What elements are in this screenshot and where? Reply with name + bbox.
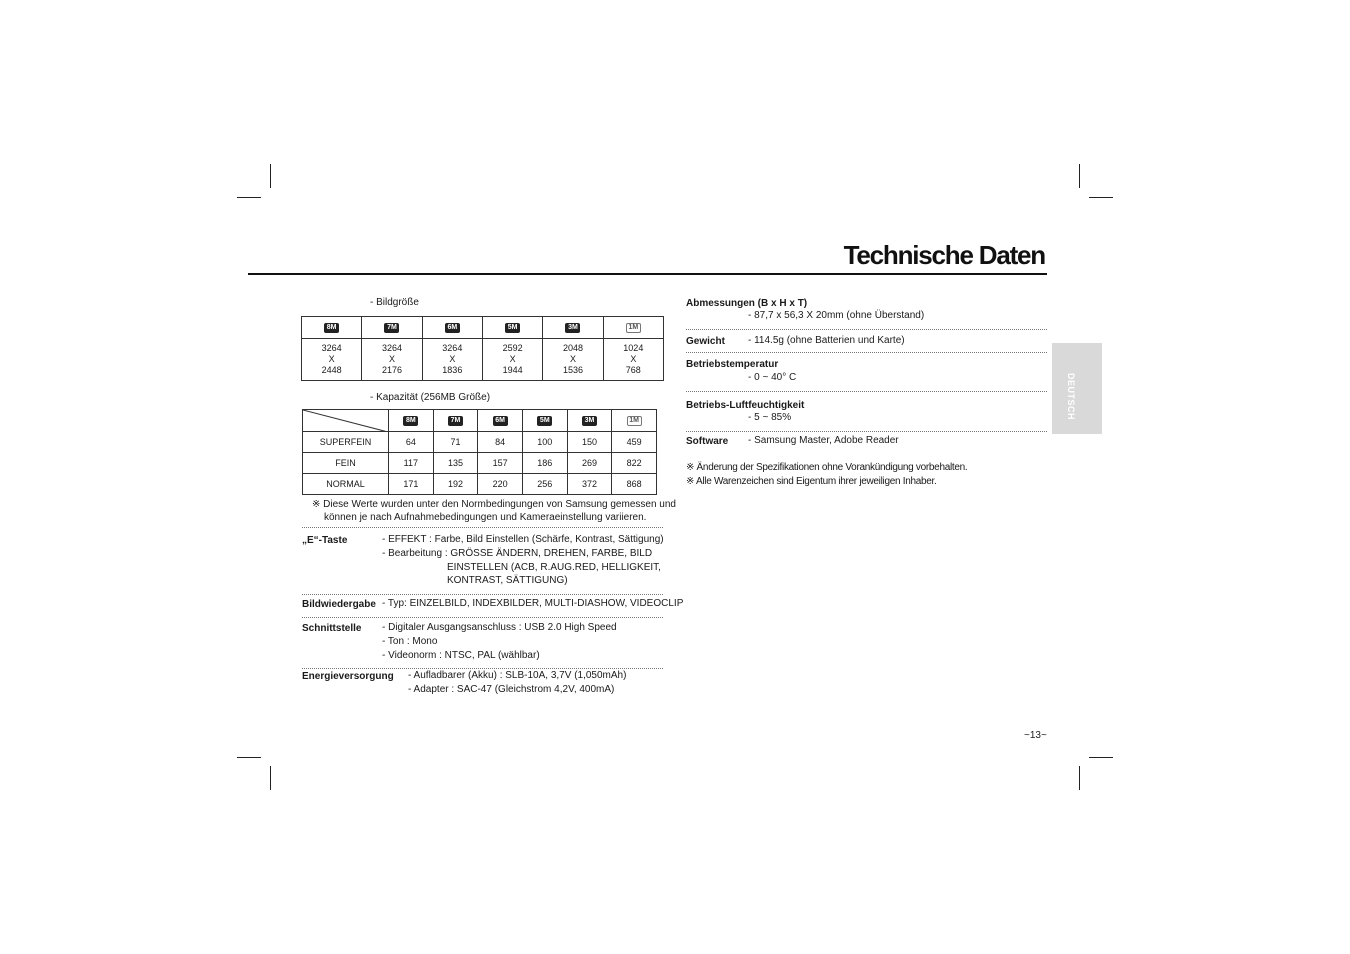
feuchtigkeit-line1: - 5 ~ 85% xyxy=(748,412,792,423)
cap-5m-icon: 5M xyxy=(537,416,552,426)
size-icon-cell xyxy=(603,317,663,339)
size-value-cell: 2048 X 1536 xyxy=(543,339,603,381)
crop-mark xyxy=(1079,164,1080,188)
size-icon-cell xyxy=(543,317,603,339)
energie-line1: - Aufladbarer (Akku) : SLB-10A, 3,7V (1,050mAh) xyxy=(408,670,627,681)
cap-icon-cell xyxy=(612,410,657,432)
size-value-cell: 3264 X 2448 xyxy=(302,339,362,381)
e-taste-line3: EINSTELLEN (ACB, R.AUG.RED, HELLIGKEIT, xyxy=(447,562,661,573)
schnittstelle-label: Schnittstelle xyxy=(302,623,362,634)
cap-1m-icon: 1M xyxy=(627,416,642,426)
image-size-table xyxy=(301,316,664,381)
cap-cell: 71 xyxy=(433,432,478,453)
size-icon-cell xyxy=(302,317,362,339)
cap-cell: 269 xyxy=(567,453,612,474)
size-8m-icon: 8M xyxy=(324,323,339,333)
divider xyxy=(302,527,663,528)
divider xyxy=(686,352,1047,353)
table-row xyxy=(303,453,657,474)
cap-cell: 150 xyxy=(567,432,612,453)
schnittstelle-line1: - Digitaler Ausgangsanschluss : USB 2.0 High Speed xyxy=(382,622,617,633)
cap-cell: 135 xyxy=(433,453,478,474)
cap-cell: 157 xyxy=(478,453,523,474)
cap-cell: 84 xyxy=(478,432,523,453)
row-label: FEIN xyxy=(303,453,389,474)
cap-cell: 256 xyxy=(522,474,567,495)
trademark-note: ※ Alle Warenzeichen sind Eigentum ihrer jeweiligen Inhaber. xyxy=(686,476,937,487)
temperatur-line1: - 0 ~ 40° C xyxy=(748,372,797,383)
temperatur-label: Betriebstemperatur xyxy=(686,359,779,370)
cap-3m-icon: 3M xyxy=(582,416,597,426)
crop-mark xyxy=(1089,757,1113,758)
cap-7m-icon: 7M xyxy=(448,416,463,426)
crop-mark xyxy=(237,757,261,758)
e-taste-label: „E“-Taste xyxy=(302,535,348,546)
bildwiedergabe-line1: - Typ: EINZELBILD, INDEXBILDER, MULTI-DIASHOW, VIDEOCLIP xyxy=(382,598,684,609)
divider xyxy=(686,329,1047,330)
cap-cell: 459 xyxy=(612,432,657,453)
size-icon-cell xyxy=(422,317,482,339)
measurement-note-line1: ※ Diese Werte wurden unter den Normbedingungen von Samsung gemessen und xyxy=(312,499,676,510)
cap-cell: 868 xyxy=(612,474,657,495)
size-6m-icon: 6M xyxy=(445,323,460,333)
divider xyxy=(686,431,1047,432)
size-icon-cell xyxy=(362,317,422,339)
cap-cell: 372 xyxy=(567,474,612,495)
software-line1: - Samsung Master, Adobe Reader xyxy=(748,435,899,446)
cap-icon-cell xyxy=(522,410,567,432)
language-tab xyxy=(1052,343,1102,434)
cap-icon-cell xyxy=(478,410,523,432)
cap-8m-icon: 8M xyxy=(403,416,418,426)
page-title: Technische Daten xyxy=(843,240,1045,270)
capacity-table xyxy=(302,409,657,495)
page-number: ~13~ xyxy=(1024,730,1047,741)
row-label: NORMAL xyxy=(303,474,389,495)
schnittstelle-line3: - Videonorm : NTSC, PAL (wählbar) xyxy=(382,650,540,661)
size-icon-cell xyxy=(482,317,542,339)
size-3m-icon: 3M xyxy=(565,323,580,333)
energie-label: Energieversorgung xyxy=(302,671,394,682)
size-value-cell: 1024 X 768 xyxy=(603,339,663,381)
cap-cell: 192 xyxy=(433,474,478,495)
crop-mark xyxy=(1089,197,1113,198)
schnittstelle-line2: - Ton : Mono xyxy=(382,636,438,647)
cap-cell: 64 xyxy=(389,432,434,453)
e-taste-line1: - EFFEKT : Farbe, Bild Einstellen (Schärfe, Kontrast, Sättigung) xyxy=(382,534,664,545)
cap-icon-cell xyxy=(567,410,612,432)
crop-mark xyxy=(1079,766,1080,790)
size-5m-icon: 5M xyxy=(505,323,520,333)
size-value-cell: 3264 X 1836 xyxy=(422,339,482,381)
gewicht-label: Gewicht xyxy=(686,336,725,347)
measurement-note-line2: können je nach Aufnahmebedingungen und Kameraeinstellung variieren. xyxy=(324,512,647,523)
title-rule xyxy=(248,273,1047,275)
cap-cell: 186 xyxy=(522,453,567,474)
diagonal-line xyxy=(303,410,388,432)
size-value-cell: 2592 X 1944 xyxy=(482,339,542,381)
size-7m-icon: 7M xyxy=(384,323,399,333)
abmessungen-line1: - 87,7 x 56,3 X 20mm (ohne Überstand) xyxy=(748,310,925,321)
cap-icon-cell xyxy=(433,410,478,432)
cap-cell: 100 xyxy=(522,432,567,453)
e-taste-line4: KONTRAST, SÄTTIGUNG) xyxy=(447,575,568,586)
bildgroesse-label: - Bildgröße xyxy=(370,297,419,308)
cap-6m-icon: 6M xyxy=(493,416,508,426)
size-1m-icon: 1M xyxy=(626,323,641,333)
e-taste-line2: - Bearbeitung : GRÖSSE ÄNDERN, DREHEN, FARBE, BILD xyxy=(382,548,653,559)
spec-change-note: ※ Änderung der Spezifikationen ohne Vorankündigung vorbehalten. xyxy=(686,462,968,473)
crop-mark xyxy=(237,197,261,198)
cap-cell: 822 xyxy=(612,453,657,474)
kapazitaet-label: - Kapazität (256MB Größe) xyxy=(370,392,491,403)
abmessungen-label: Abmessungen (B x H x T) xyxy=(686,298,808,309)
bildwiedergabe-label: Bildwiedergabe xyxy=(302,599,376,610)
divider xyxy=(302,617,663,618)
gewicht-line1: - 114.5g (ohne Batterien und Karte) xyxy=(748,335,905,346)
cap-cell: 117 xyxy=(389,453,434,474)
cap-cell: 220 xyxy=(478,474,523,495)
diagonal-header-cell xyxy=(303,410,389,432)
crop-mark xyxy=(270,164,271,188)
divider xyxy=(686,391,1047,392)
row-label: SUPERFEIN xyxy=(303,432,389,453)
table-row xyxy=(303,432,657,453)
cap-icon-cell xyxy=(389,410,434,432)
cap-cell: 171 xyxy=(389,474,434,495)
divider xyxy=(302,594,663,595)
language-tab-label: DEUTSCH xyxy=(1066,373,1076,421)
size-value-cell: 3264 X 2176 xyxy=(362,339,422,381)
software-label: Software xyxy=(686,436,729,447)
energie-line2: - Adapter : SAC-47 (Gleichstrom 4,2V, 400mA) xyxy=(408,684,615,695)
feuchtigkeit-label: Betriebs-Luftfeuchtigkeit xyxy=(686,400,805,411)
crop-mark xyxy=(270,766,271,790)
table-row xyxy=(303,474,657,495)
